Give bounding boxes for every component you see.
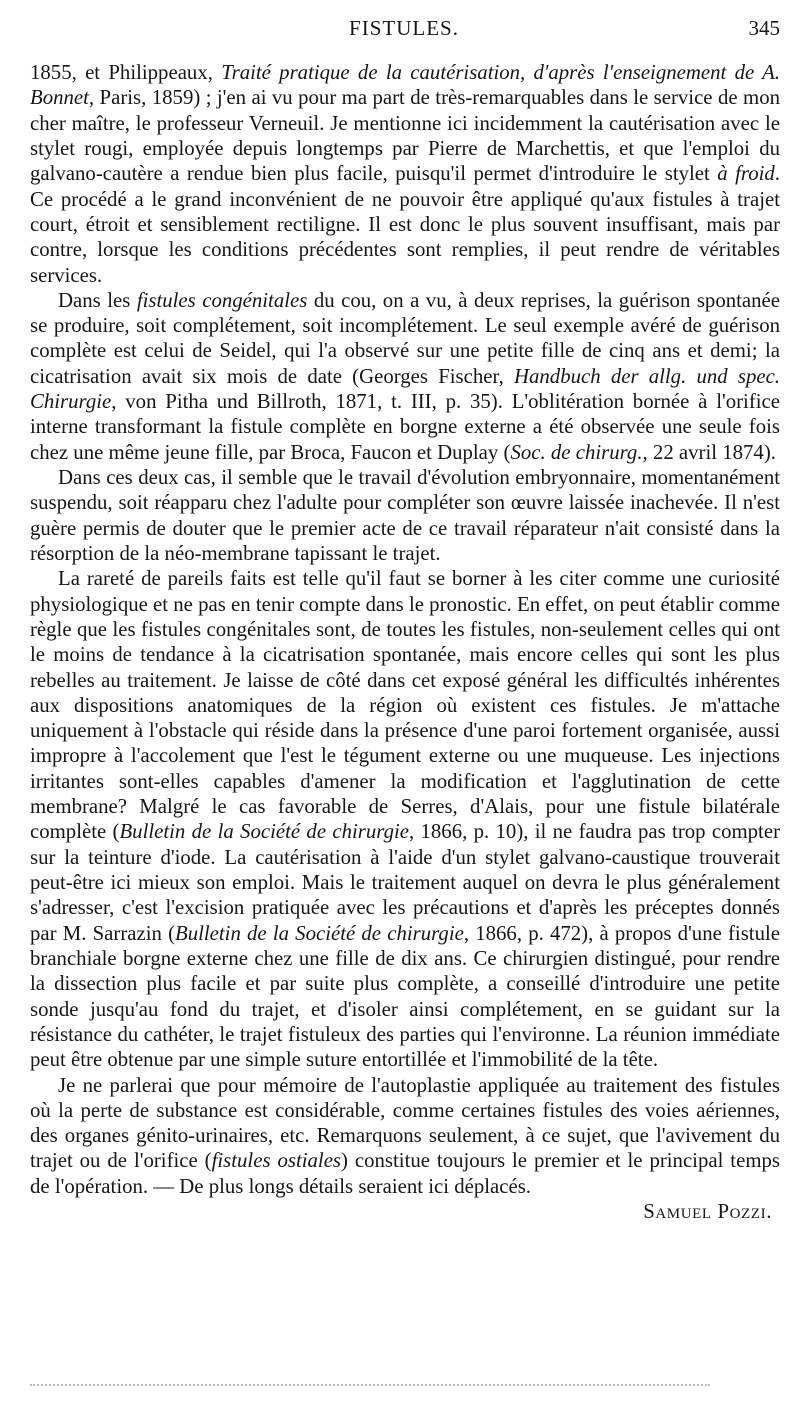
text-span: . Ce procédé a le grand inconvénient de ne pouvoir être appliqué qu'aux fistules à trajet court, étroit et sensiblement rectiligne. Il est donc le plus souvent insuffisant, mais par contre, lorsque les conditions précédentes sont remplies, il peut rendre de véritables services. [30,162,780,287]
text-span: , 1866, p. 10), il ne faudra pas trop compter sur la teinture d'iode. La cautérisation à l'aide d'un stylet galvano-caustique trouverait peut-être ici mieux son emploi. Mais le traitement auquel on devra le plus généralement s'adresser, c'est l'excision pratiquée avec les précautions et d'après les préceptes donnés par M. Sarrazin ( [30,820,780,945]
text-span: ) constitue toujours le premier et le principal temps de l'opération. — De plus longs détails seraient ici déplacés. [30,1149,780,1198]
paragraph-autoplasty [30,1073,780,1200]
page-number: 345 [748,16,780,40]
text-span: , 1866, p. 472), à propos d'une fistule branchiale borgne externe chez une fille de dix ans. Ce chirurgien distingué, pour rendre la dissection plus facile et par suite plus complète, a conseillé d'introduire une petite sonde jusqu'au fond du trajet, et d'isoler ainsi complétement, en se guidant sur la résistance du cathéter, le trajet fistuleux des parties qui l'environne. La réunion immédiate peut être obtenue par une simple suture entortillée et l'immobilité de la tête. [30,921,780,1072]
citation-title: Soc. de chirurg. [510,440,643,464]
emphasis-phrase: fistules congénitales [136,288,308,312]
citation-title: Traité pratique de la cautérisation, d'après l'enseignement de A. Bonnet [30,61,780,110]
running-title: FISTULES. [349,16,459,40]
bottom-dotted-rule [30,1384,710,1386]
emphasis-phrase: à froid [717,162,775,186]
citation-title: Bulletin de la Société de chirurgie [119,820,409,844]
paragraph-embryonic-evolution [30,465,780,566]
text-span: 1855, et Philippeaux, [30,61,222,84]
emphasis-phrase: fistules ostiales [211,1149,342,1173]
text-span: Dans les [58,288,137,312]
paragraph-cauterisation [30,60,780,288]
text-span: Je ne parlerai que pour mémoire de l'autoplastie appliquée au traitement des fistules où la perte de substance est considérable, comme certaines fistules des voies aériennes, des organes génito-urinaires, etc. Remarquons seulement, à ce sujet, que l'avivement du trajet ou de l'orifice ( [30,1073,780,1173]
text-span: , Paris, 1859) ; j'en ai vu pour ma part de très-remarquables dans le service de mon cher maître, le professeur Verneuil. Je mentionne ici incidemment la cautérisation avec le stylet rougi, employée depuis longtemps par Pierre de Marchettis, et que l'emploi du galvano-cautère a rendue bien plus facile, puisqu'il permet d'introduire le stylet [30,86,780,186]
text-span: La rareté de pareils faits est telle qu'il faut se borner à les citer comme une curiosité physiologique et ne pas en tenir compte dans le pronostic. En effet, on peut établir comme règle que les fistules congénitales sont, de toutes les fistules, non-seulement celles qui ont le moins de tendance à la cicatrisation spontanée, mais encore celles qui sont les plus rebelles au traitement. Je laisse de côté dans cet exposé général les difficultés inhérentes aux dispositions anatomiques de la région où existent ces fistules. Je m'attache uniquement à l'obstacle qui réside dans la présence d'une paroi fortement organisée, aussi impropre à l'accolement que l'est le tégument externe ou une muqueuse. Les injections irritantes sont-elles capables d'amener la modification et l'agglutination de cette membrane? Malgré le cas favorable de Serres, d'Alais, pour une fistule bilatérale complète ( [30,567,780,844]
author-signature: Samuel Pozzi. [643,1200,772,1224]
running-head [28,10,780,44]
text-span: , 22 avril 1874). [642,440,776,464]
text-span: du cou, on a vu, à deux reprises, la guérison spontanée se produire, soit complétement, soit incomplétement. Le seul exemple avéré de guérison complète est celui de Seidel, qui l'a observé sur une petite fille de cinq ans et demi; la cicatrisation avait six mois de date (Georges Fischer, [30,288,780,388]
text-span: , von Pitha und Billroth, 1871, t. III, p. 35). L'oblitération bornée à l'orifice interne transformant la fistule complète en borgne externe a été observée une seule fois chez une même jeune fille, par Broca, Faucon et Duplay ( [30,390,780,464]
paragraph-congenital-fistulas [30,288,780,465]
paragraph-treatment [30,566,780,1072]
body-text [30,60,780,1224]
text-span: Dans ces deux cas, il semble que le travail d'évolution embryonnaire, momentanément suspendu, soit réapparu chez l'adulte pour compléter son œuvre laissée inachevée. Il n'est guère permis de douter que le premier acte de ce travail réparateur n'ait consisté dans la résorption de la néo-membrane tapissant le trajet. [30,466,780,565]
citation-title: Handbuch der allg. und spec. Chirurgie [30,364,781,414]
citation-title: Bulletin de la Société de chirurgie [175,921,464,945]
